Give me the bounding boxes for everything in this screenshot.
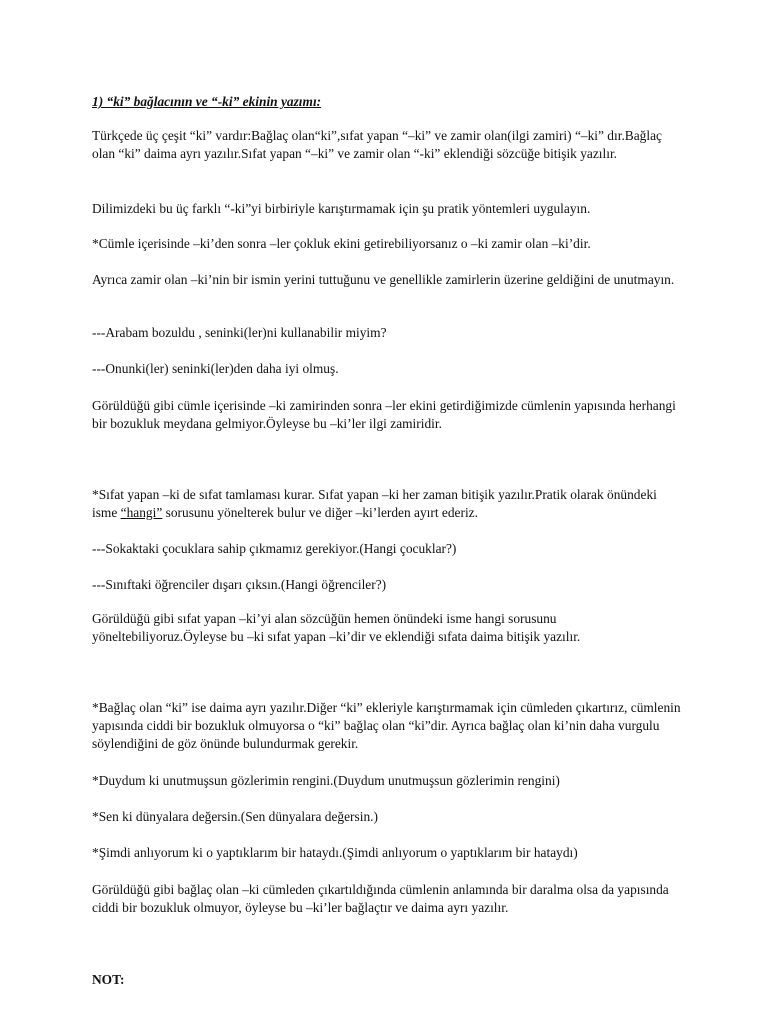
baglac-conclusion-paragraph: Görüldüğü gibi bağlaç olan –ki cümleden çıkartıldığında cümlenin anlamında bir daralma olsa da yapısında ciddi bir bozukluk olmuyor, öyleyse bu –ki’ler bağlaçtır ve daima ayrı yazılır. xyxy=(92,882,669,915)
sifat-rule-text-end: sorusunu yönelterek bulur ve diğer –ki’lerden ayırt ederiz. xyxy=(162,505,478,520)
zamir-example-1: ---Arabam bozuldu , seninki(ler)ni kullanabilir miyim? xyxy=(92,325,387,340)
baglac-example-2: *Sen ki dünyalara değersin.(Sen dünyalara değersin.) xyxy=(92,809,378,824)
sifat-rule-text-start: *Sıfat yapan –ki de sıfat tamlaması kurar. Sıfat yapan –ki her zaman bitişik yazılır.Pratik olarak önündeki isme xyxy=(92,487,657,520)
zamir-conclusion-paragraph: Görüldüğü gibi cümle içerisinde –ki zamirinden sonra –ler ekini getirdiğimizde cümlenin yapısında herhangi bir bozukluk meydana gelmiyor.Öyleyse bu –ki’ler ilgi zamiridir. xyxy=(92,398,676,431)
sifat-rule-paragraph xyxy=(92,486,682,522)
section-heading: 1) “ki” bağlacının ve “-ki” ekinin yazımı: xyxy=(92,94,322,109)
zamir-example-2: ---Onunki(ler) seninki(ler)den daha iyi olmuş. xyxy=(92,361,339,376)
baglac-example-3: *Şimdi anlıyorum ki o yaptıklarım bir hataydı.(Şimdi anlıyorum o yaptıklarım bir hataydı) xyxy=(92,845,578,860)
method-intro-paragraph: Dilimizdeki bu üç farklı “-ki”yi birbiriyle karıştırmamak için şu pratik yöntemleri uygulayın. xyxy=(92,201,591,216)
sifat-example-2: ---Sınıftaki öğrenciler dışarı çıksın.(Hangi öğrenciler?) xyxy=(92,577,387,592)
baglac-rule-paragraph: *Bağlaç olan “ki” ise daima ayrı yazılır.Diğer “ki” ekleriyle karıştırmamak için cümleden çıkartırız, cümlenin yapısında ciddi bir bozukluk olmuyorsa o “ki” bağlaç olan “ki”dir. Ayrıca bağlaç olan ki’nin daha vurgulu söylendiğini de göz önünde bulundurmak gerekir. xyxy=(92,700,681,751)
zamir-rule-paragraph: *Cümle içerisinde –ki’den sonra –ler çokluk ekini getirebiliyorsanız o –ki zamir olan –ki’dir. xyxy=(92,236,591,251)
hangi-underlined-word: “hangi” xyxy=(120,505,163,520)
note-label: NOT: xyxy=(92,972,125,987)
baglac-example-1: *Duydum ki unutmuşsun gözlerimin rengini.(Duydum unutmuşsun gözlerimin rengini) xyxy=(92,773,560,788)
sifat-example-1: ---Sokaktaki çocuklara sahip çıkmamız gerekiyor.(Hangi çocuklar?) xyxy=(92,541,457,556)
intro-paragraph: Türkçede üç çeşit “ki” vardır:Bağlaç olan“ki”,sıfat yapan “–ki” ve zamir olan(ilgi zamiri) “–ki” dır.Bağlaç olan “ki” daima ayrı yazılır.Sıfat yapan “–ki” ve zamir olan “-ki” eklendiği sözcüğe bitişik yazılır. xyxy=(92,128,662,161)
zamir-note-paragraph: Ayrıca zamir olan –ki’nin bir ismin yerini tuttuğunu ve genellikle zamirlerin üzerine geldiğini de unutmayın. xyxy=(92,272,675,287)
sifat-conclusion-paragraph: Görüldüğü gibi sıfat yapan –ki’yi alan sözcüğün hemen önündeki isme hangi sorusunu yöneltebiliyoruz.Öyleyse bu –ki sıfat yapan –ki’dir ve eklendiği sıfata daima bitişik yazılır. xyxy=(92,611,581,644)
